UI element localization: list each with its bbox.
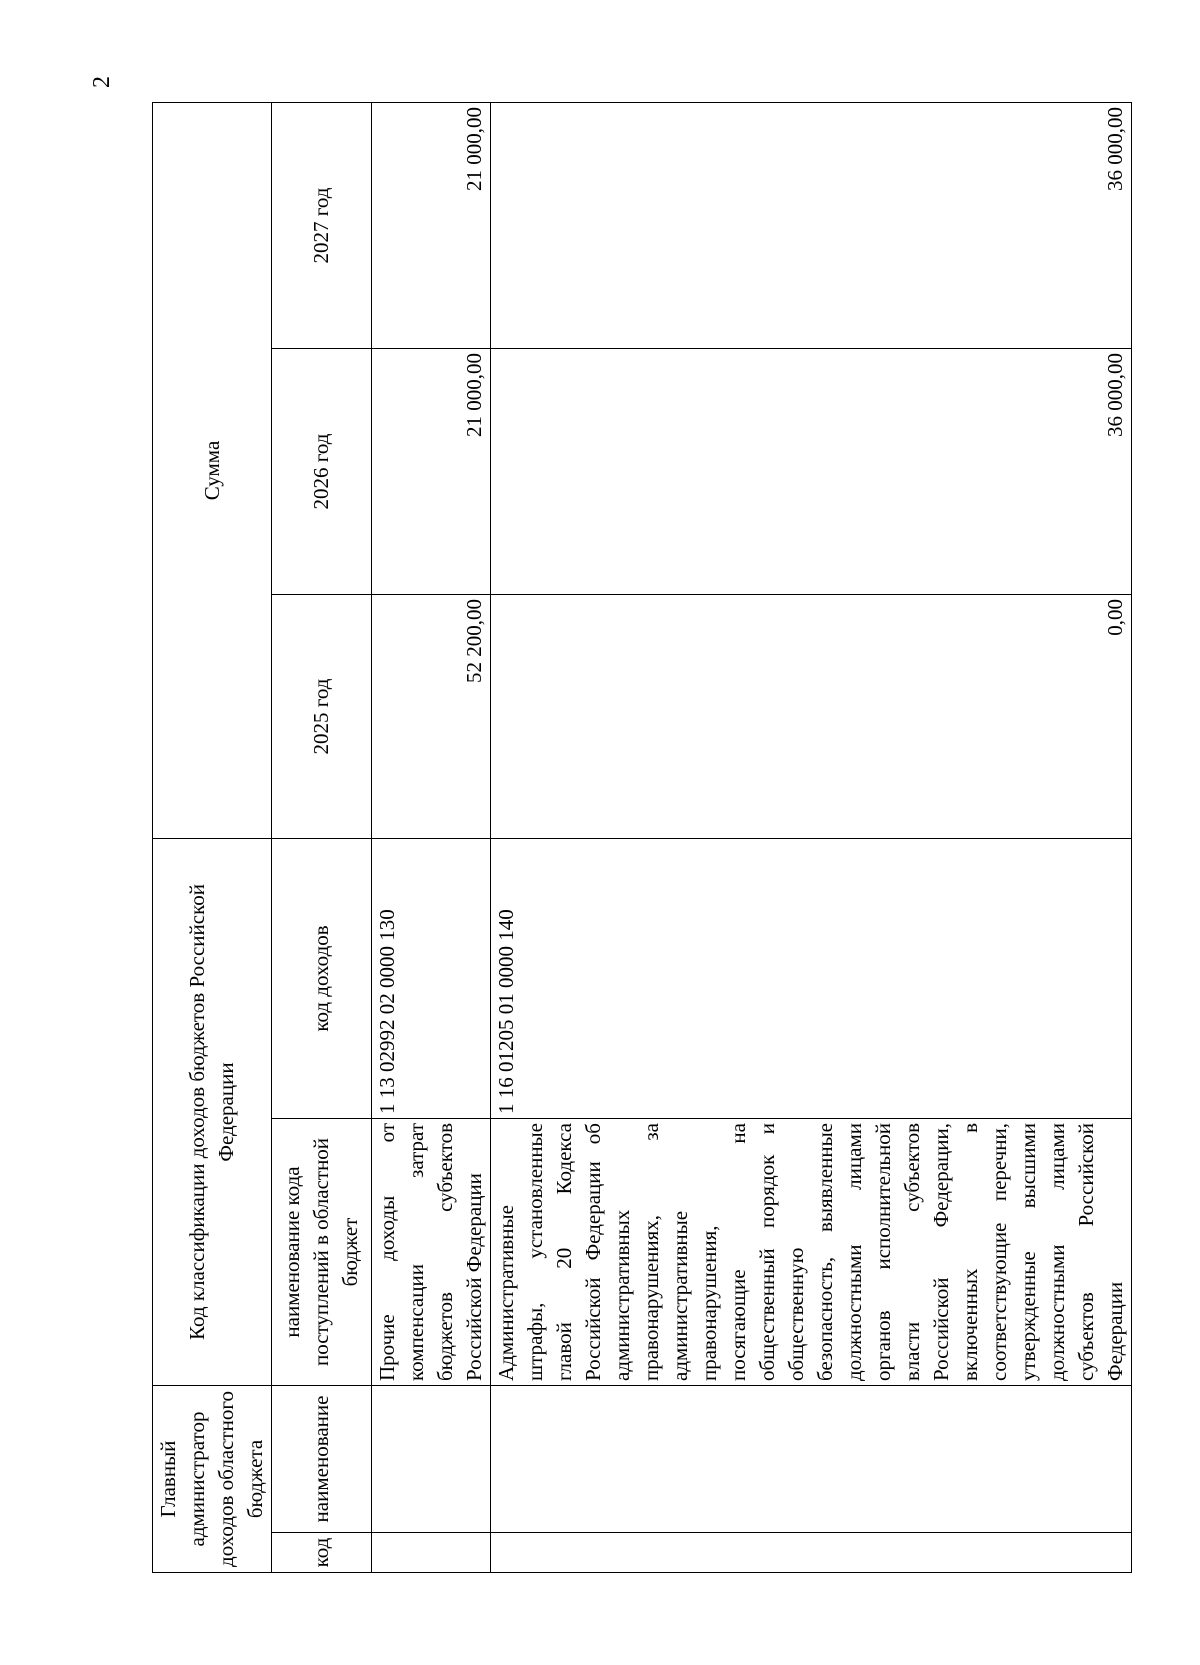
admin-code-cell — [491, 1533, 1132, 1573]
sum-2025-cell: 52 200,00 — [372, 594, 491, 838]
admin-code-cell — [372, 1533, 491, 1573]
document-sheet — [89, 76, 1127, 1573]
income-name-cell: Административные штрафы, установленные главой 20 Кодекса Российской Федерации об административных правонарушениях, за административные правонарушения, посягающие на общественный порядок и общественную безопасность, выявленные должностными лицами органов исполнительной власти субъектов Российской Федерации, включенных в соответствующие перечни, утвержденные высшими должностными лицами субъектов Российской Федерации — [491, 1119, 1132, 1386]
col-header-income-code: код доходов — [272, 838, 372, 1118]
sum-2027-cell: 36 000,00 — [491, 102, 1132, 348]
classification-group-header: Код классификации доходов бюджетов Российской Федерации — [153, 838, 272, 1385]
col-header-2025: 2025 год — [272, 594, 372, 838]
col-header-2026: 2026 год — [272, 348, 372, 594]
page-number: 2 — [89, 76, 115, 88]
income-table — [152, 102, 1132, 1573]
sum-2026-cell: 21 000,00 — [372, 348, 491, 594]
table-row — [372, 102, 491, 1572]
col-header-income-name: наименование кода поступлений в областной бюджет — [272, 1119, 372, 1386]
sum-group-header: Сумма — [153, 102, 272, 838]
sum-2027-cell: 21 000,00 — [372, 102, 491, 348]
col-header-name: наименование — [272, 1386, 372, 1533]
admin-name-cell — [491, 1386, 1132, 1533]
col-header-2027: 2027 год — [272, 102, 372, 348]
income-code-cell: 1 16 01205 01 0000 140 — [491, 838, 1132, 1118]
table-row — [491, 102, 1132, 1572]
admin-group-header: Главный администратор доходов областного бюджета — [153, 1386, 272, 1573]
admin-name-cell — [372, 1386, 491, 1533]
header-row-columns — [272, 102, 372, 1572]
income-name-cell: Прочие доходы от компенсации затрат бюджетов субъектов Российской Федерации — [372, 1119, 491, 1386]
col-header-code: код — [272, 1533, 372, 1573]
header-row-groups — [153, 102, 272, 1572]
sum-2026-cell: 36 000,00 — [491, 348, 1132, 594]
income-code-cell: 1 13 02992 02 0000 130 — [372, 838, 491, 1118]
sum-2025-cell: 0,00 — [491, 594, 1132, 838]
